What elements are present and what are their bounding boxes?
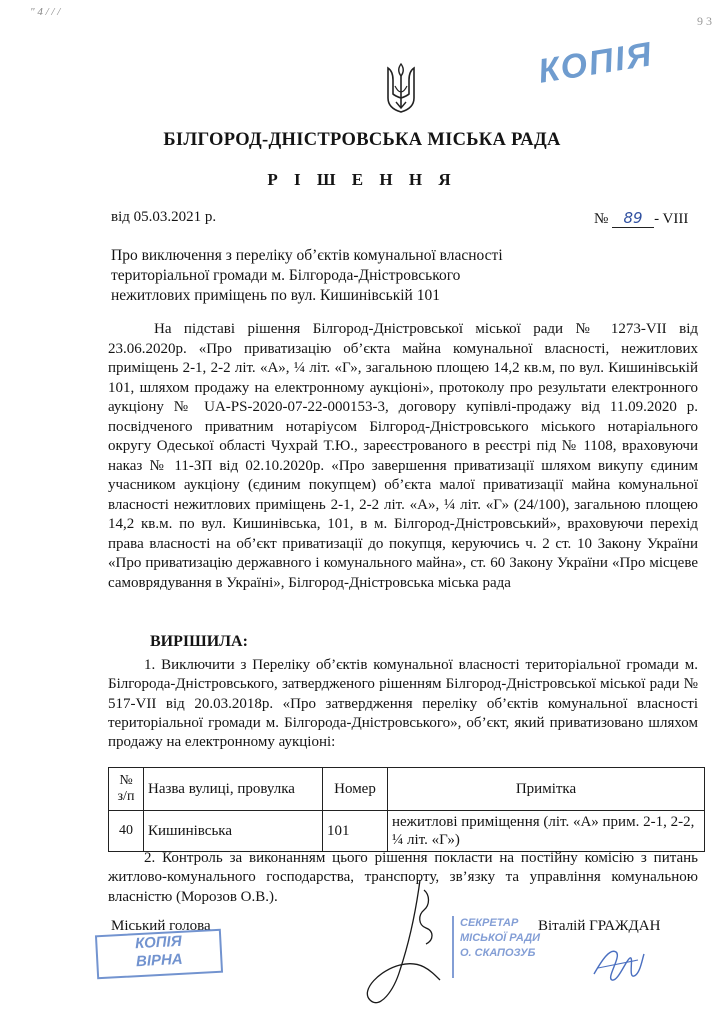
item-2-paragraph — [108, 849, 698, 907]
subject-line: Про виключення з переліку об’єктів комунальної власності — [111, 247, 503, 264]
item-1-text: 1. Виключити з Переліку об’єктів комунальної власності територіальної громади м. Білгорода-Дністровського, затвердженого рішенням Білгород-Дністровської міської ради № 517-VII від 20.03.2018р. «Про затвердження переліку об’єктів комунальної власності територіальної громади м. Білгорода-Дністровського», об’єкт, який приватизовано шляхом продажу на електронному аукціоні: — [108, 657, 698, 751]
stamp-line: МІСЬКОЇ РАДИ — [460, 932, 541, 944]
table-row — [109, 811, 705, 852]
subject-line: нежитлових приміщень по вул. Кишинівській 101 — [111, 287, 440, 304]
header-house-number: Номер — [323, 768, 388, 811]
cell-note: нежитлові приміщення (літ. «А» прим. 2-1, 2-2, ¼ літ. «Г») — [388, 811, 705, 852]
resolved-heading: ВИРІШИЛА: — [150, 633, 248, 650]
decision-date: від 05.03.2021 р. — [111, 209, 217, 225]
page-number: 9 3 — [697, 14, 712, 28]
stamp-line: СЕКРЕТАР — [460, 917, 519, 929]
header-street: Назва вулиці, провулка — [144, 768, 323, 811]
item-1-paragraph — [108, 656, 698, 752]
number-prefix: № — [594, 211, 609, 227]
stamp-line: ВІРНА — [135, 950, 184, 971]
signatory-title: Міський голова — [111, 918, 211, 934]
header-note: Примітка — [388, 768, 705, 811]
document-type: Р І Ш Е Н Н Я — [267, 170, 457, 189]
cell-number: 40 — [109, 811, 144, 852]
decision-subject — [111, 246, 561, 306]
objects-table — [108, 767, 705, 852]
number-suffix: - VIII — [654, 211, 689, 227]
header-number: № з/п — [109, 768, 144, 811]
mayor-signature-icon — [588, 930, 648, 990]
signatory-name: Віталій ГРАЖДАН — [538, 918, 661, 934]
cell-house-number: 101 — [323, 811, 388, 852]
stamp-line: КОПІЯ — [134, 932, 183, 953]
trident-emblem-icon — [384, 62, 418, 116]
council-title: БІЛГОРОД-ДНІСТРОВСЬКА МІСЬКА РАДА — [163, 130, 561, 150]
decision-number — [594, 209, 688, 228]
corner-mark: " 4 / / / — [30, 6, 61, 18]
stamp-line: О. СКАПОЗУБ — [460, 947, 536, 959]
cell-street: Кишинівська — [144, 811, 323, 852]
preamble-paragraph — [108, 320, 698, 593]
table-header-row — [109, 768, 705, 811]
secretary-stamp — [452, 916, 570, 978]
number-handwritten: 89 — [612, 209, 654, 228]
item-2-text: 2. Контроль за виконанням цього рішення покласти на постійну комісію з питань житлово-комунального господарства, транспорту, зв’язку та управління комунальною власністю (Морозов О.В.). — [108, 850, 698, 905]
subject-line: територіальної громади м. Білгорода-Дністровського — [111, 267, 461, 284]
copy-stamp: КОПІЯ — [535, 35, 656, 91]
verified-copy-stamp — [95, 929, 223, 980]
preamble-text: На підставі рішення Білгород-Дністровської міської ради № 1273-VII від 23.06.2020р. «Про приватизацію об’єкта майна комунальної власності, нежитлових приміщень 2-1, 2-2 літ. «А», ¼ літ. «Г», загальною площею 14,2 кв.м, по вул. Кишинівській 101, шляхом продажу на електронному аукціоні», протоколу про результати електронного аукціону № UA-PS-2020-07-22-000153-3, договору купівлі-продажу від 11.09.2020 р. посвідченого приватним нотаріусом Білгород-Дністровського міського нотаріального округу Одеської області Чухрай Т.Ю., зареєстрованого в реєстрі під № 1108, враховуючи наказ № 11-ЗП від 02.10.2020р. «Про завершення приватизації шляхом викупу єдиним учасником аукціону (єдиним покупцем) об’єкта малої приватизації майна комунальної власності нежитлових приміщень 2-1, 2-2 літ. «А», ¼ літ. «Г» (24/100), загальною площею 14,2 кв.м. по вул. Кишинівська, 101, в м. Білгород-Дністровський», враховуючи перехід права власності на об’єкт приватизації до покупця, керуючись ч. 2 ст. 10 Закону України «Про приватизацію державного і комунального майна», ст. 60 Закону України «Про місцеве самоврядування в Україні», Білгород-Дністровська міська рада — [108, 321, 698, 591]
